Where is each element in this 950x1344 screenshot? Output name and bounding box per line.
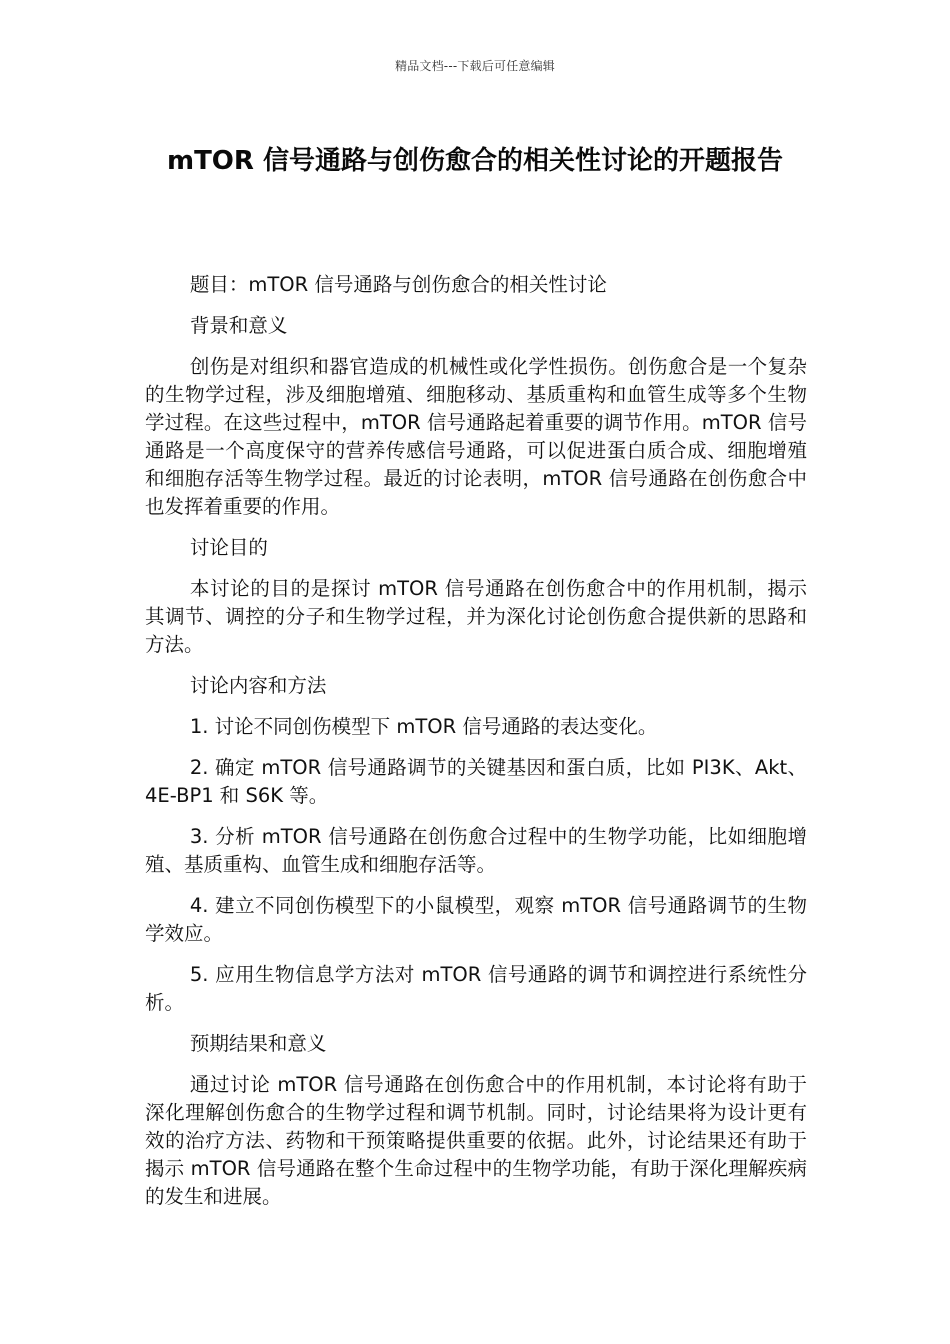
- method-item-5: 5. 应用生物信息学方法对 mTOR 信号通路的调节和调控进行系统性分析。: [145, 963, 807, 1014]
- method-item-1: 1. 讨论不同创伤模型下 mTOR 信号通路的表达变化。: [189, 715, 658, 738]
- section-heading-expected: 预期结果和意义: [189, 1032, 327, 1055]
- method-item-4: 4. 建立不同创伤模型下的小鼠模型，观察 mTOR 信号通路调节的生物学效应。: [145, 894, 807, 945]
- paragraph-expected: 通过讨论 mTOR 信号通路在创伤愈合中的作用机制，本讨论将有助于深化理解创伤愈合的生物学过程和调节机制。同时，讨论结果将为设计更有效的治疗方法、药物和干预策略提供重要的依据。此外，讨论结果还有助于揭示 mTOR 信号通路在整个生命过程中的生物学功能，有助于深化理解疾病的发生和进展。: [145, 1073, 807, 1208]
- section-heading-purpose: 讨论目的: [189, 536, 268, 559]
- document-body: [145, 271, 807, 1224]
- header-note: 精品文档---下载后可任意编辑: [395, 59, 555, 73]
- section-heading-background: 背景和意义: [189, 314, 288, 337]
- section-heading-methods: 讨论内容和方法: [189, 674, 327, 697]
- document-title: mTOR 信号通路与创伤愈合的相关性讨论的开题报告: [166, 146, 783, 176]
- topic-line: 题目：mTOR 信号通路与创伤愈合的相关性讨论: [189, 273, 607, 296]
- method-item-3: 3. 分析 mTOR 信号通路在创伤愈合过程中的生物学功能，比如细胞增殖、基质重构、血管生成和细胞存活等。: [145, 825, 807, 876]
- paragraph-background: 创伤是对组织和器官造成的机械性或化学性损伤。创伤愈合是一个复杂的生物学过程，涉及细胞增殖、细胞移动、基质重构和血管生成等多个生物学过程。在这些过程中，mTOR 信号通路起着重要的调节作用。mTOR 信号通路是一个高度保守的营养传感信号通路，可以促进蛋白质合成、细胞增殖和细胞存活等生物学过程。最近的讨论表明，mTOR 信号通路在创伤愈合中也发挥着重要的作用。: [145, 355, 807, 518]
- method-item-2: 2. 确定 mTOR 信号通路调节的关键基因和蛋白质，比如 PI3K、Akt、4E-BP1 和 S6K 等。: [145, 756, 807, 807]
- paragraph-purpose: 本讨论的目的是探讨 mTOR 信号通路在创伤愈合中的作用机制，揭示其调节、调控的分子和生物学过程，并为深化讨论创伤愈合提供新的思路和方法。: [145, 577, 807, 656]
